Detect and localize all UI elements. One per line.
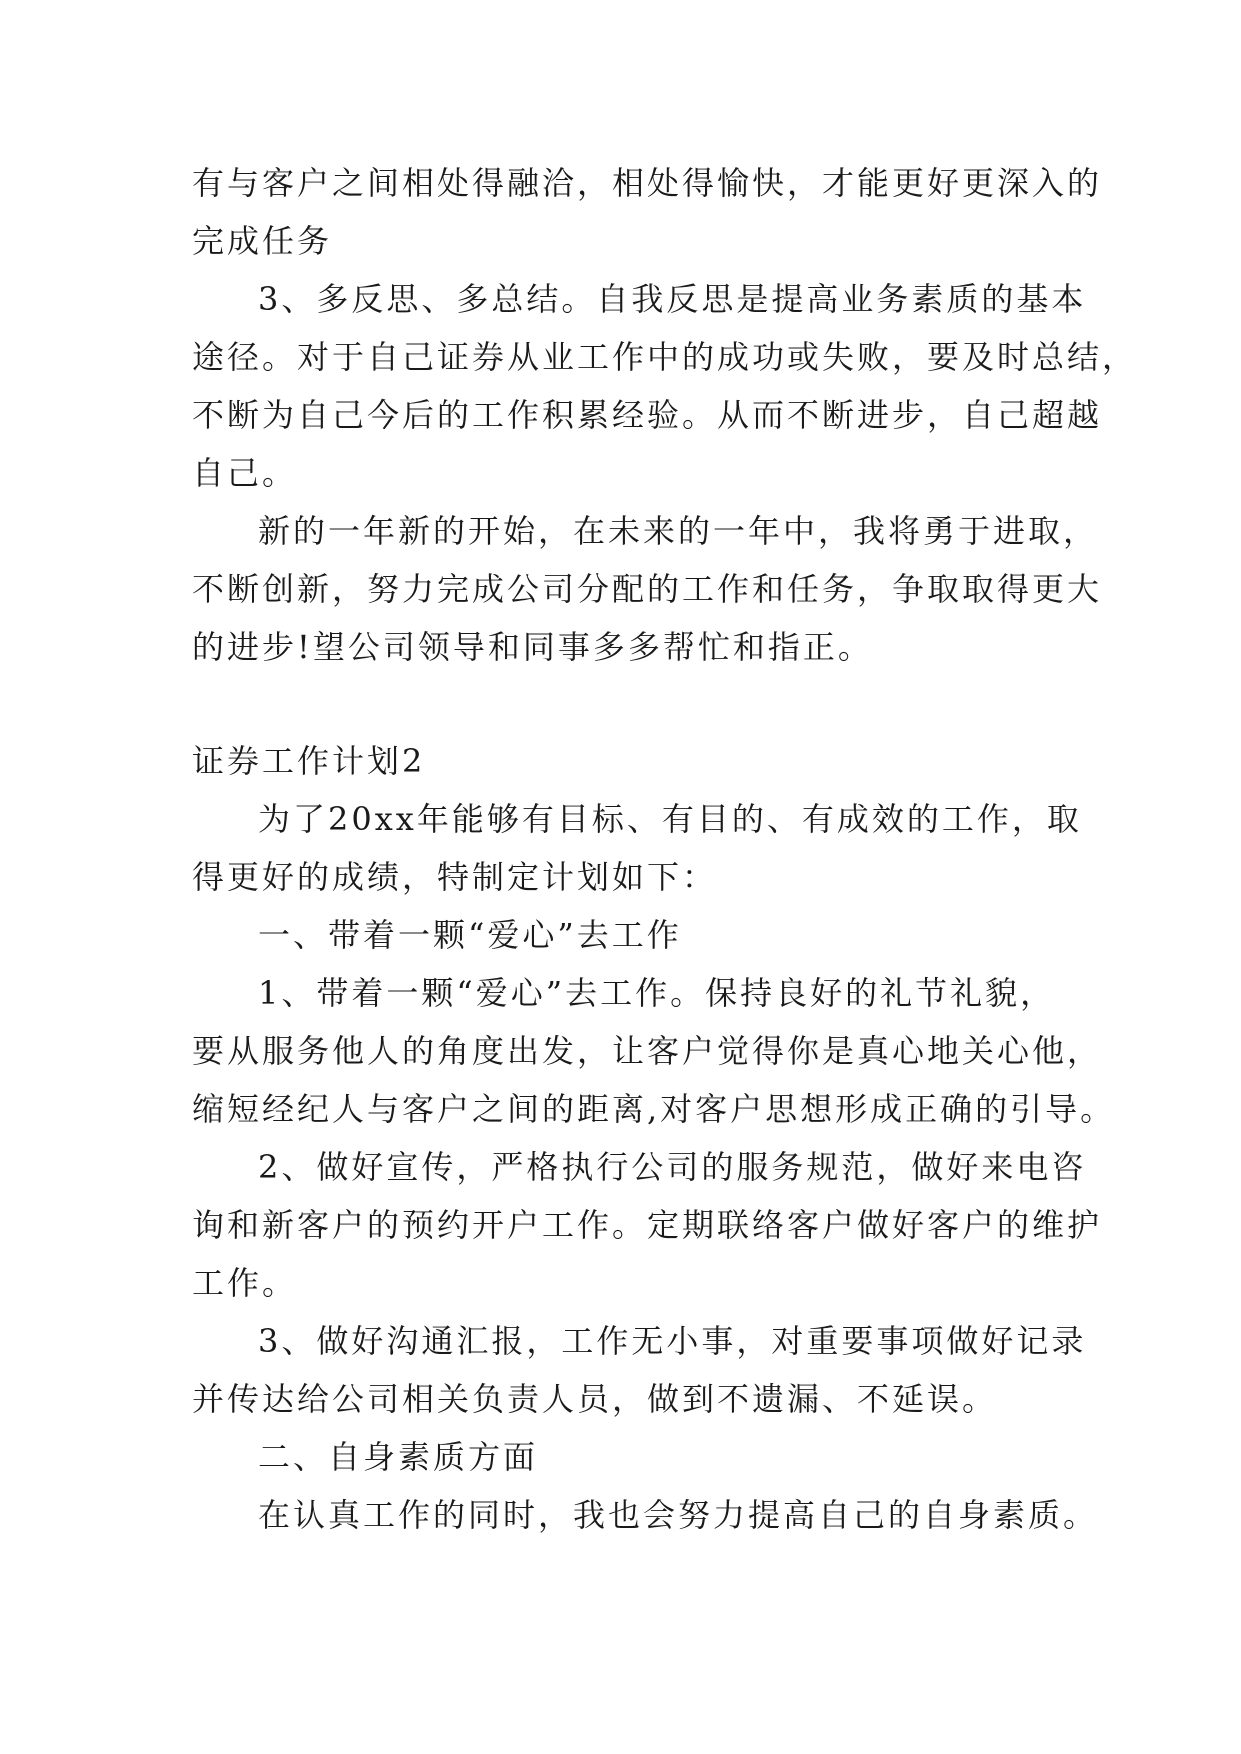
text-line: 工作。 bbox=[192, 1264, 298, 1302]
document-body bbox=[192, 154, 1138, 1544]
text-line: 不断为自己今后的工作积累经验。从而不断进步，自己超越 bbox=[192, 396, 1103, 434]
text-line: 有与客户之间相处得融洽，相处得愉快，才能更好更深入的 bbox=[192, 164, 1103, 202]
text-line: 的进步!望公司领导和同事多多帮忙和指正。 bbox=[192, 628, 873, 666]
text-line: 1、带着一颗“爱心”去工作。保持良好的礼节礼貌， bbox=[258, 974, 1056, 1012]
text-line: 3、多反思、多总结。自我反思是提高业务素质的基本 bbox=[258, 280, 1087, 318]
text-line: 在认真工作的同时，我也会努力提高自己的自身素质。 bbox=[258, 1496, 1099, 1534]
text-line: 自己。 bbox=[192, 454, 298, 492]
text-line: 3、做好沟通汇报，工作无小事，对重要事项做好记录 bbox=[258, 1322, 1087, 1360]
section-heading: 证券工作计划2 bbox=[192, 742, 426, 780]
text-line: 不断创新，努力完成公司分配的工作和任务，争取取得更大 bbox=[192, 570, 1103, 608]
text-line: 询和新客户的预约开户工作。定期联络客户做好客户的维护 bbox=[192, 1206, 1103, 1244]
text-line: 缩短经纪人与客户之间的距离,对客户思想形成正确的引导。 bbox=[192, 1090, 1116, 1128]
text-line: 要从服务他人的角度出发，让客户觉得你是真心地关心他， bbox=[192, 1032, 1103, 1070]
text-line: 为了20xx年能够有目标、有目的、有成效的工作，取 bbox=[258, 800, 1082, 838]
subsection-heading: 一、带着一颗“爱心”去工作 bbox=[258, 916, 682, 954]
text-line: 得更好的成绩，特制定计划如下： bbox=[192, 858, 718, 896]
text-line: 2、做好宣传，严格执行公司的服务规范，做好来电咨 bbox=[258, 1148, 1087, 1186]
text-line: 并传达给公司相关负责人员，做到不遗漏、不延误。 bbox=[192, 1380, 998, 1418]
subsection-heading: 二、自身素质方面 bbox=[258, 1438, 539, 1476]
text-line: 完成任务 bbox=[192, 222, 333, 260]
text-line: 途径。对于自己证券从业工作中的成功或失败，要及时总结， bbox=[192, 338, 1138, 376]
text-line: 新的一年新的开始，在未来的一年中，我将勇于进取， bbox=[258, 512, 1099, 550]
